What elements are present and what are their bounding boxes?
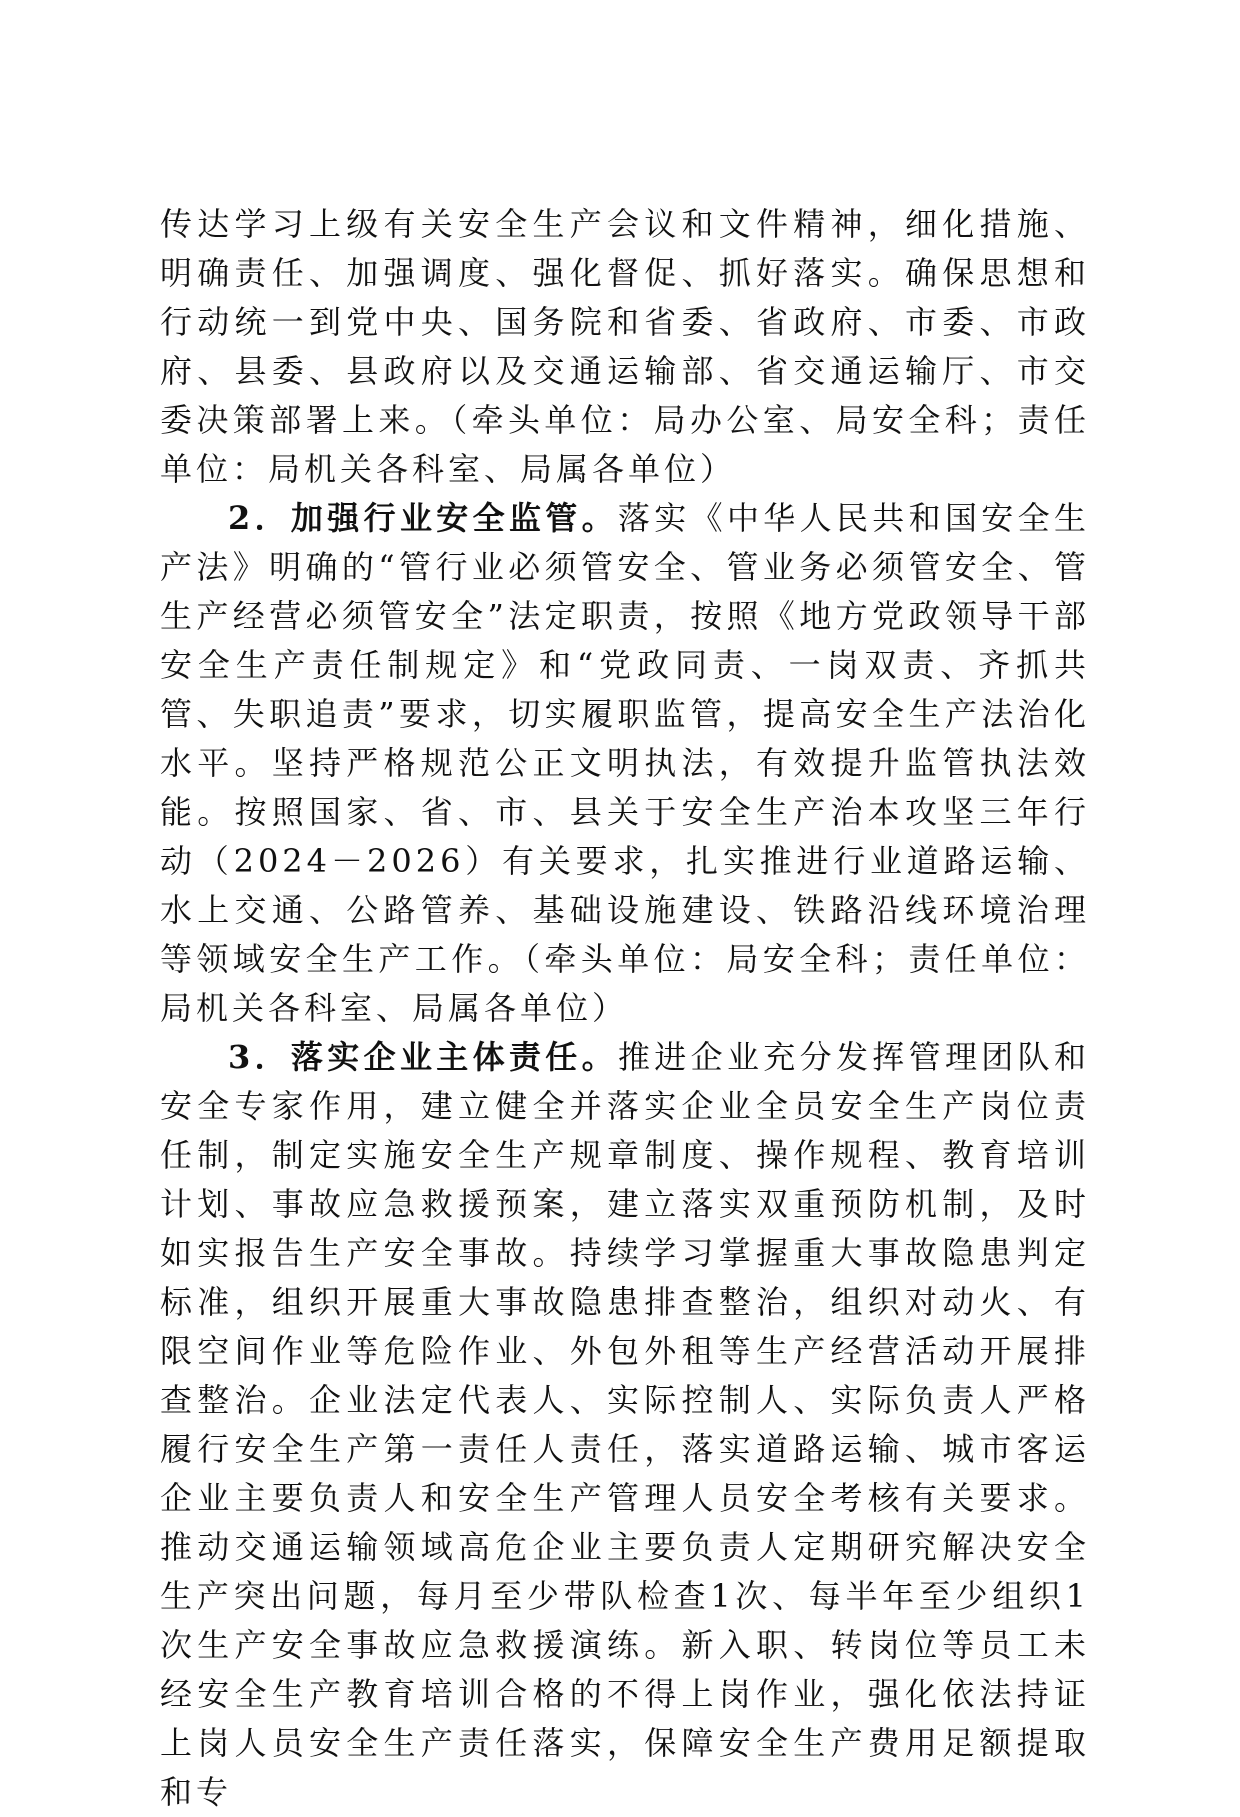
- paragraph-3-text: 推进企业充分发挥管理团队和安全专家作用，建立健全并落实企业全员安全生产岗位责任制，制定实施安全生产规章制度、操作规程、教育培训计划、事故应急救援预案，建立落实双重预防机制，及时如实报告生产安全事故。持续学习掌握重大事故隐患判定标准，组织开展重大事故隐患排查整治，组织对动火、有限空间作业等危险作业、外包外租等生产经营活动开展排查整治。企业法定代表人、实际控制人、实际负责人严格履行安全生产第一责任人责任，落实道路运输、城市客运企业主要负责人和安全生产管理人员安全考核有关要求。推动交通运输领域高危企业主要负责人定期研究解决安全生产突出问题，每月至少带队检查1次、每半年至少组织1次生产安全事故应急救援演练。新入职、转岗位等员工未经安全生产教育培训合格的不得上岗作业，强化依法持证上岗人员安全生产责任落实，保障安全生产费用足额提取和专: [160, 1038, 1090, 1811]
- paragraph-2-heading: 2．加强行业安全监管。: [228, 499, 618, 537]
- paragraph-2: [160, 494, 1090, 1033]
- paragraph-1: [160, 200, 1090, 494]
- paragraph-1-text: 传达学习上级有关安全生产会议和文件精神，细化措施、明确责任、加强调度、强化督促、抓好落实。确保思想和行动统一到党中央、国务院和省委、省政府、市委、市政府、县委、县政府以及交通运输部、省交通运输厅、市交委决策部署上来。（牵头单位：局办公室、局安全科；责任单位：局机关各科室、局属各单位）: [160, 205, 1090, 488]
- paragraph-2-text: 落实《中华人民共和国安全生产法》明确的“管行业必须管安全、管业务必须管安全、管生产经营必须管安全”法定职责，按照《地方党政领导干部安全生产责任制规定》和“党政同责、一岗双责、齐抓共管、失职追责”要求，切实履职监管，提高安全生产法治化水平。坚持严格规范公正文明执法，有效提升监管执法效能。按照国家、省、市、县关于安全生产治本攻坚三年行动（2024－2026）有关要求，扎实推进行业道路运输、水上交通、公路管养、基础设施建设、铁路沿线环境治理等领域安全生产工作。（牵头单位：局安全科；责任单位：局机关各科室、局属各单位）: [160, 499, 1090, 1027]
- paragraph-3: [160, 1033, 1090, 1817]
- paragraph-3-heading: 3．落实企业主体责任。: [228, 1038, 618, 1076]
- document-body: [160, 200, 1090, 1817]
